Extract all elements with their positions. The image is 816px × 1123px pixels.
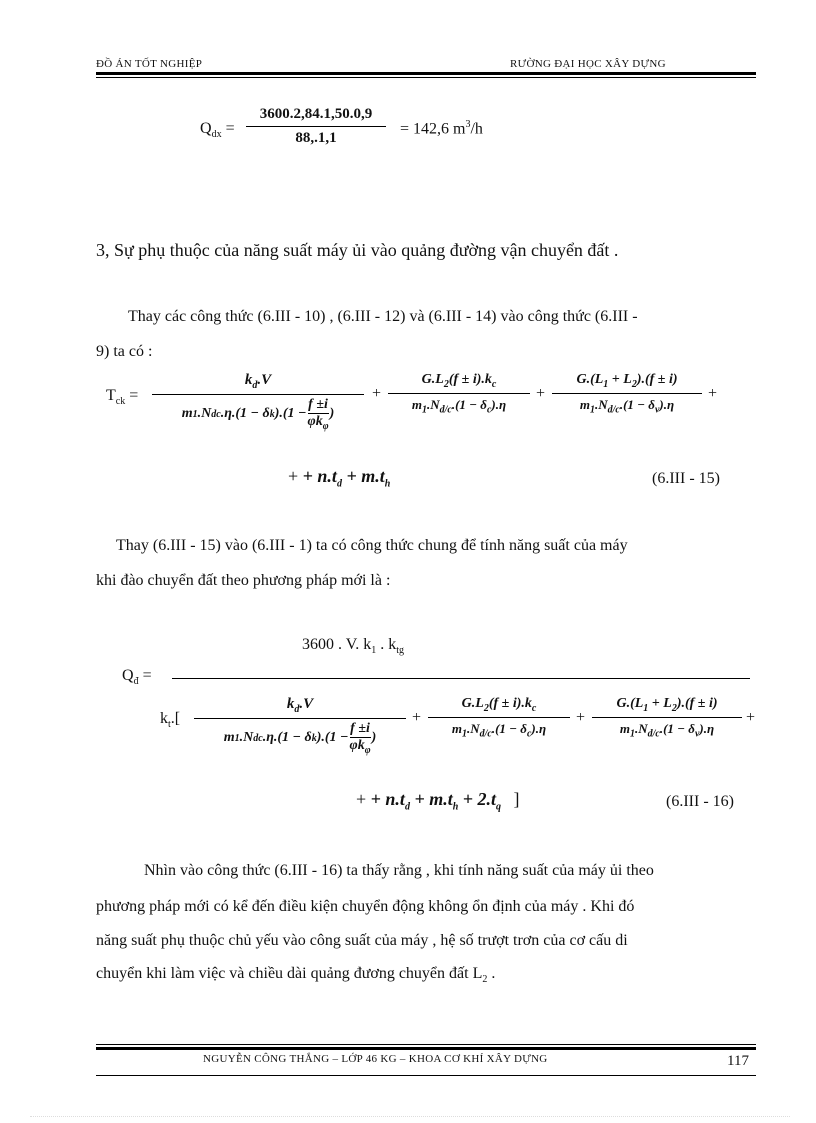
para3-line1: Nhìn vào công thức (6.III - 16) ta thấy rằng , khi tính năng suất của máy ủi theo: [144, 862, 654, 879]
page-edge-dots: [30, 1116, 790, 1117]
para3-line2: phương pháp mới có kể đến điều kiện chuyển động không ổn định của máy . Khi đó: [96, 898, 635, 915]
header-left: ĐỒ ÁN TỐT NGHIỆP: [96, 58, 203, 70]
eq-qd-term2: $G.L_2(f \pm i).k_c$ $m_1.N_{d/c}.(1 - \delta_c).\eta$: [428, 696, 570, 739]
header-rule-thick: [96, 72, 756, 75]
eq-tck-label: (6.III - 15): [652, 470, 720, 487]
eq-qd-term3: $G.(L_1 + L_2).(f \pm i)$ $m_1.N_{d/c}.(1 - \delta_v).\eta$: [592, 696, 742, 739]
eq-qdx-fraction: 3600.2,84.1,50.0,9 88,.1,1: [246, 106, 386, 147]
eq-qd-label: (6.III - 16): [666, 793, 734, 810]
eq-qd-numerator: 3600 . V. $k_1$ . $k_{tg}$: [302, 636, 404, 657]
para1-line1: Thay các công thức (6.III - 10) , (6.III - 12) và (6.III - 14) vào công thức (6.III -: [128, 308, 638, 325]
eq-tck-plus1: +: [372, 385, 382, 402]
para2-line1: Thay (6.III - 15) vào (6.III - 1) ta có công thức chung để tính năng suất của máy: [116, 537, 628, 554]
para3-line3: năng suất phụ thuộc chủ yếu vào công suất của máy , hệ số trượt trơn của cơ cấu di: [96, 932, 628, 949]
eq-qd-lhs: $Q_đ$ =: [122, 667, 152, 688]
eq-tck-line2: + + $n.t_d + m.t_h$: [288, 466, 391, 490]
eq-qd-line2: + + $n.t_d + m.t_h + 2.t_q$ ]: [356, 789, 520, 813]
section-heading: 3, Sự phụ thuộc của năng suất máy ủi vào quảng đường vận chuyển đất .: [96, 240, 619, 260]
para3-line4: chuyển khi làm việc và chiều dài quảng đương chuyển đất $L_2$ .: [96, 965, 496, 986]
footer-rule-thick: [96, 1047, 756, 1050]
eq-qd-plus1: +: [412, 709, 422, 726]
para2-line2: khi đào chuyển đất theo phương pháp mới là :: [96, 572, 391, 589]
eq-tck-term2: $G.L_2(f \pm i).k_c$ $m_1.N_{d/c}.(1 - \delta_c).\eta$: [388, 372, 530, 415]
eq-qd-main-bar: [172, 678, 750, 679]
eq-qdx-lhs: $Q_{dx}$ =: [200, 120, 235, 141]
eq-tck-lhs: $T_{ck}$ =: [106, 387, 139, 408]
eq-qd-inner-fraction: f ±i $\varphi k_\varphi$: [349, 721, 371, 756]
footer-rule-thin: [96, 1044, 756, 1045]
eq-qd-plus3: +: [746, 709, 756, 726]
eq-tck-plus3: +: [708, 385, 718, 402]
eq-tck-plus2: +: [536, 385, 546, 402]
para1-line2: 9) ta có :: [96, 343, 153, 360]
eq-qd-plus2: +: [576, 709, 586, 726]
eq-tck-term1: $k_d.V$ m 1 .N dc .η.(1 − δ k ).(1 − f ±i $\varphi k_\varphi$ ): [152, 372, 364, 432]
header-rule-thin: [96, 77, 756, 78]
eq-tck-term3: $G.(L_1 + L_2).(f \pm i)$ $m_1.N_{d/c}.(1 - \delta_v).\eta$: [552, 372, 702, 415]
footer-bottom-rule: [96, 1075, 756, 1076]
eq-tck-inner-fraction: f ±i $\varphi k_\varphi$: [307, 397, 329, 432]
page-number: 117: [727, 1053, 749, 1069]
eq-qd-term1: $k_d.V$ m 1 .N dc .η.(1 − δ k ).(1 − f ±i $\varphi k_\varphi$ ): [194, 696, 406, 756]
footer-text: NGUYỄN CÔNG THẮNG – LỚP 46 KG – KHOA CƠ KHÍ XÂY DỰNG: [203, 1053, 548, 1065]
header-right: RƯỜNG ĐẠI HỌC XÂY DỰNG: [510, 58, 666, 70]
eq-qdx-result: = 142,6 $m^3/h$: [400, 119, 483, 138]
eq-qd-kt: $k_t$.[: [160, 710, 181, 731]
